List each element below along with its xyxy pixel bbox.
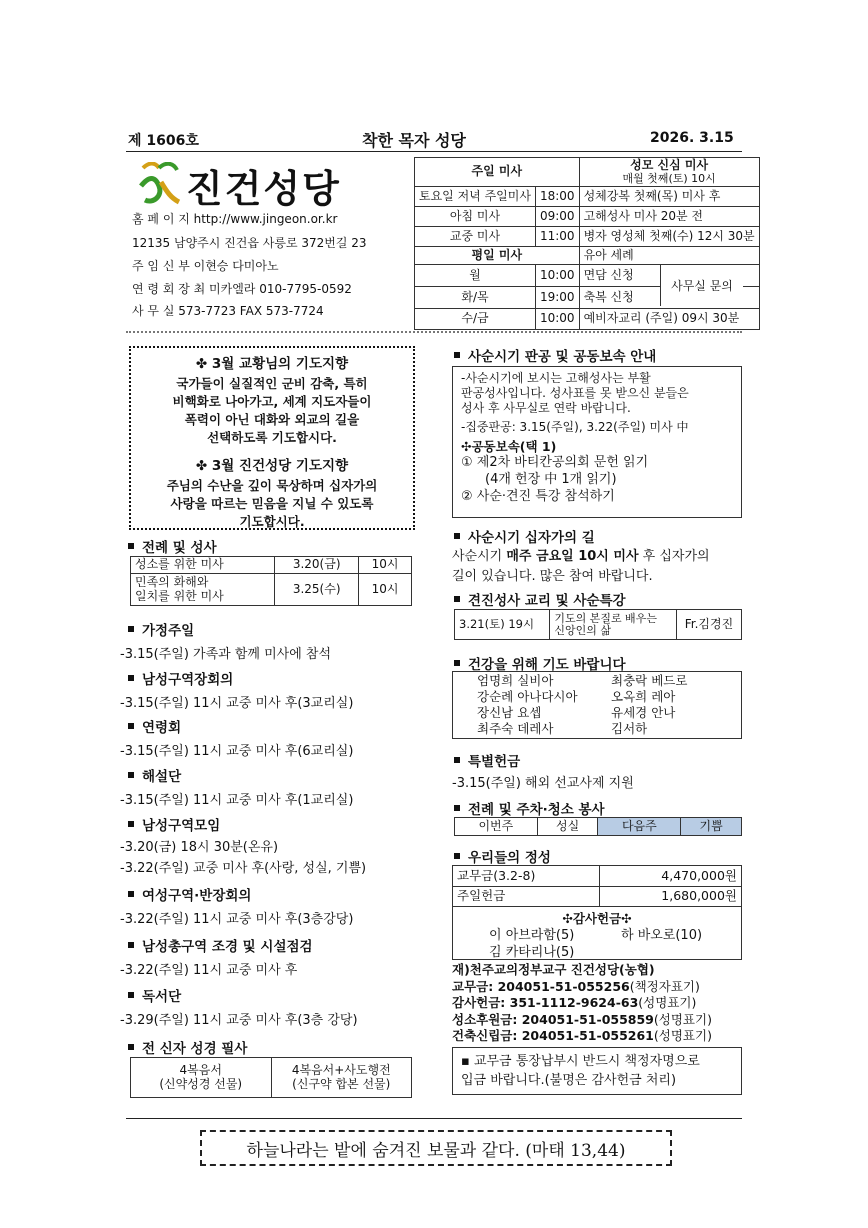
stations-text: 사순시기 bbox=[452, 549, 507, 564]
readers-line: -3.29(주일) 11시 교중 미사 후(3층 강당) bbox=[120, 1013, 358, 1028]
section-confirmation-lecture bbox=[454, 589, 626, 609]
bank-account-number: 351-1112-9624-63 bbox=[509, 995, 639, 1010]
bank-account-line bbox=[452, 995, 712, 1012]
section-health-prayer bbox=[454, 653, 626, 673]
weekday-row-note: 예비자교리 (주일) 09시 30분 bbox=[579, 309, 759, 330]
bank-note: (성명표기) bbox=[653, 1028, 712, 1043]
bank-label: 건축신립금: bbox=[452, 1028, 522, 1043]
liturgy-name-line: 일치를 위한 미사 bbox=[135, 588, 224, 603]
mass-row-name: 교중 미사 bbox=[415, 227, 536, 247]
pope-line: 비핵화로 나아가고, 세계 지도자들이 bbox=[172, 394, 372, 409]
confirmation-lecture-table bbox=[454, 609, 742, 640]
bible-option-title: 4복음서+사도행전 bbox=[291, 1062, 391, 1077]
section-title: 여성구역·반장회의 bbox=[142, 888, 252, 904]
lecture-topic-line: 신앙인의 삶 bbox=[554, 623, 611, 637]
section-title: 남성구역모임 bbox=[142, 818, 221, 834]
lent-line: -집중판공: 3.15(주일), 3.22(주일) 미사 中 bbox=[461, 420, 689, 434]
section-bible-copying bbox=[128, 1037, 247, 1057]
church-logo bbox=[135, 162, 183, 210]
section-family-sunday bbox=[128, 619, 194, 639]
liturgy-name-line: 민족의 화해와 bbox=[135, 574, 209, 589]
section-womens-meeting bbox=[128, 884, 251, 904]
lecture-speaker: Fr.김경진 bbox=[676, 610, 741, 640]
health-name: 최충락 베드로 bbox=[611, 673, 688, 688]
family-line: -3.15(주일) 가족과 함께 미사에 참석 bbox=[120, 647, 332, 662]
health-name: 최주숙 데레사 bbox=[477, 721, 554, 736]
bible-quote: 하늘나라는 밭에 숨겨진 보물과 같다. (마태 13,44) bbox=[200, 1130, 672, 1166]
special-mass-sub: 매월 첫째(토) 10시 bbox=[622, 171, 716, 185]
penance-option-note: (4개 헌장 中 1개 읽기) bbox=[485, 472, 617, 487]
liturgy-table bbox=[130, 556, 412, 606]
prayer-intention-box bbox=[129, 346, 415, 530]
section-title: 연령회 bbox=[142, 720, 182, 736]
mens-meeting-line: -3.22(주일) 교중 미사 후(사랑, 성실, 기쁨) bbox=[120, 861, 367, 876]
issue-number: 제 1606호 bbox=[128, 133, 199, 149]
section-title: 독서단 bbox=[142, 989, 182, 1005]
mass-row-time: 18:00 bbox=[535, 187, 579, 207]
counseling-request: 면담 신청 bbox=[583, 267, 634, 282]
parish-intention-text bbox=[131, 477, 413, 531]
section-title: 사순시기 판공 및 공동보속 안내 bbox=[468, 349, 657, 365]
stations-text: 후 십자가의 bbox=[638, 549, 710, 564]
offering-label: 교무금(3.2-8) bbox=[453, 866, 599, 886]
thanks-offering-title: ✣감사헌금✣ bbox=[562, 910, 632, 926]
bank-note: (책정자표기) bbox=[629, 978, 700, 994]
thanks-offering-row bbox=[453, 927, 741, 944]
homepage: 홈 페 이 지 http://www.jingeon.or.kr bbox=[132, 212, 338, 226]
parish-line: 사랑을 따르는 믿음을 지닐 수 있도록 bbox=[170, 496, 374, 511]
bible-option bbox=[131, 1058, 272, 1098]
service-week-label: 이번주 bbox=[455, 818, 538, 836]
bible-option bbox=[271, 1058, 412, 1098]
payment-notice-box bbox=[452, 1047, 742, 1095]
bank-label: 성소후원금: bbox=[452, 1011, 522, 1027]
bible-option-gift: (신구약 합본 선물) bbox=[292, 1076, 391, 1091]
office-inquiry: 사무실 문의 bbox=[660, 265, 743, 306]
special-mass-label: 성모 신심 미사 bbox=[630, 157, 709, 172]
bank-account-number: 204051-51-055859 bbox=[521, 1011, 654, 1027]
parish-line: 주님의 수난을 깊이 묵상하며 십자가의 bbox=[166, 478, 378, 493]
bible-option-gift: (신약성경 선물) bbox=[159, 1076, 243, 1091]
bank-accounts bbox=[452, 962, 712, 1045]
bank-note: (성명표기) bbox=[653, 1011, 712, 1027]
penance-option: ② 사순·견진 특강 참석하기 bbox=[461, 489, 615, 504]
mens-meeting-line: -3.20(금) 18시 30분(온유) bbox=[120, 840, 279, 855]
section-title: 남성구역장회의 bbox=[142, 672, 234, 688]
offerings-table bbox=[453, 866, 741, 907]
lecture-date: 3.21(토) 19시 bbox=[455, 610, 550, 640]
offerings-box bbox=[452, 865, 742, 960]
payment-notice-line: 입금 바랍니다.(불명은 감사헌금 처리) bbox=[461, 1073, 677, 1088]
special-mass-header bbox=[579, 158, 759, 187]
facility-inspection-line: -3.22(주일) 11시 교중 미사 후 bbox=[120, 963, 298, 978]
pope-intention-title: ✤ 3월 교황님의 기도지향 bbox=[195, 356, 349, 372]
bank-account-number: 204051-51-055261 bbox=[521, 1028, 654, 1043]
section-commentators bbox=[128, 765, 181, 785]
lent-line: -사순시기에 보시는 고해성사는 부활 bbox=[461, 371, 651, 385]
service-table bbox=[454, 817, 742, 836]
section-stations-of-cross bbox=[454, 526, 595, 546]
service-team: 기쁨 bbox=[681, 818, 742, 836]
council-contact: 연 령 회 장 최 미카엘라 010-7795-0592 bbox=[132, 282, 352, 296]
section-title: 남성총구역 조경 및 시설점검 bbox=[142, 939, 313, 955]
lent-confession-box bbox=[452, 366, 742, 518]
section-title: 우리들의 정성 bbox=[468, 850, 551, 866]
section-service bbox=[454, 798, 605, 818]
bank-account-line bbox=[452, 1028, 712, 1045]
bank-account-number: 204051-51-055256 bbox=[497, 978, 630, 994]
issue-date: 2026. 3.15 bbox=[650, 130, 734, 146]
section-facility-inspection bbox=[128, 935, 313, 955]
section-title: 견진성사 교리 및 사순특강 bbox=[468, 593, 626, 609]
weekday-row-time: 10:00 bbox=[535, 265, 579, 287]
section-offerings bbox=[454, 846, 551, 866]
section-title: 전 신자 성경 필사 bbox=[142, 1041, 248, 1057]
section-title: 전례 및 주차·청소 봉사 bbox=[468, 802, 605, 818]
lent-line: 판공성사입니다. 성사표를 못 받으신 분들은 bbox=[461, 386, 689, 400]
section-readers bbox=[128, 985, 181, 1005]
liturgy-date: 3.20(금) bbox=[275, 557, 359, 574]
service-team: 성실 bbox=[537, 818, 598, 836]
stations-line bbox=[452, 545, 710, 564]
parish-intention-title: ✤ 3월 진건성당 기도지향 bbox=[195, 458, 349, 474]
parish-line: 기도합시다. bbox=[239, 514, 305, 529]
stations-line: 길이 있습니다. 많은 참여 바랍니다. bbox=[452, 569, 653, 584]
header-divider bbox=[126, 331, 742, 333]
section-title: 전례 및 성사 bbox=[142, 540, 217, 556]
sunday-mass-header: 주일 미사 bbox=[415, 158, 580, 187]
lecture-topic-line: 기도의 본질로 배우는 bbox=[554, 611, 657, 625]
pope-line: 선택하도록 기도합시다. bbox=[207, 430, 337, 445]
section-lent-confession bbox=[454, 345, 656, 365]
health-name: 엄명희 실비아 bbox=[477, 673, 554, 688]
bank-label: 교무금: bbox=[452, 978, 498, 994]
weekday-row-day: 수/금 bbox=[415, 309, 536, 330]
section-title: 해설단 bbox=[142, 769, 182, 785]
bank-account-line bbox=[452, 1012, 712, 1029]
infant-baptism: 유아 세례 bbox=[579, 247, 759, 265]
offering-amount: 1,680,000원 bbox=[599, 886, 741, 906]
thanks-donor: 이 아브라함(5) bbox=[489, 927, 575, 943]
womens-meeting-line: -3.22(주일) 11시 교중 미사 후(3층강당) bbox=[120, 912, 354, 927]
bank-account-line bbox=[452, 979, 712, 996]
bible-copying-table bbox=[130, 1057, 412, 1098]
liturgy-name bbox=[131, 574, 275, 606]
offering-label: 주일헌금 bbox=[453, 886, 599, 906]
mass-row-note: 병자 영성체 첫째(수) 12시 30분 bbox=[579, 227, 759, 247]
blessing-request: 축복 신청 bbox=[583, 289, 634, 304]
mass-row-time: 09:00 bbox=[535, 207, 579, 227]
header-rule bbox=[126, 151, 742, 152]
offering-amount: 4,470,000원 bbox=[599, 866, 741, 886]
newsletter-title: 착한 목자 성당 bbox=[362, 131, 466, 150]
liturgy-name: 성소를 위한 미사 bbox=[131, 557, 275, 574]
office-contact: 사 무 실 573-7723 FAX 573-7724 bbox=[132, 304, 324, 318]
weekday-row-time: 19:00 bbox=[535, 287, 579, 309]
logo-icon bbox=[135, 162, 183, 206]
pope-line: 폭력이 아닌 대화와 외교의 길을 bbox=[184, 412, 360, 427]
pope-line: 국가들이 실질적인 군비 감축, 특히 bbox=[176, 376, 368, 391]
mass-row-note: 성체강복 첫째(목) 미사 후 bbox=[579, 187, 759, 207]
weekday-row-day: 화/목 bbox=[415, 287, 536, 309]
mass-row-note: 고해성사 미사 20분 전 bbox=[579, 207, 759, 227]
liturgy-time: 10시 bbox=[359, 574, 412, 606]
mass-row-name: 토요일 저녁 주일미사 bbox=[415, 187, 536, 207]
liturgy-time: 10시 bbox=[359, 557, 412, 574]
weekday-row-day: 월 bbox=[415, 265, 536, 287]
payment-notice-line: ▪ 교무금 통장납부시 반드시 책정자명으로 bbox=[461, 1054, 700, 1069]
section-title: 가정주일 bbox=[142, 623, 195, 639]
section-title: 사순시기 십자가의 길 bbox=[468, 530, 595, 546]
health-name: 강순례 아나다시아 bbox=[477, 689, 578, 704]
mass-row-time: 11:00 bbox=[535, 227, 579, 247]
health-name: 김서하 bbox=[611, 721, 648, 736]
mens-leaders-line: -3.15(주일) 11시 교중 미사 후(3교리실) bbox=[120, 696, 354, 711]
penance-title: ✣공동보속(택 1) bbox=[461, 439, 557, 454]
section-mens-leaders bbox=[128, 668, 233, 688]
bank-note: (성명표기) bbox=[638, 995, 697, 1010]
section-title: 특별헌금 bbox=[468, 754, 521, 770]
section-mens-meeting bbox=[128, 814, 220, 834]
section-title: 건강을 위해 기도 바랍니다 bbox=[468, 657, 626, 673]
stations-time: 매주 금요일 10시 미사 bbox=[506, 549, 639, 564]
health-prayer-box bbox=[452, 671, 742, 739]
section-special-offering bbox=[454, 750, 520, 770]
weekday-row-time: 10:00 bbox=[535, 309, 579, 330]
service-week-label: 다음주 bbox=[598, 818, 681, 836]
bank-title: 재)천주교의정부교구 진건성당(농협) bbox=[452, 962, 655, 977]
section-liturgy bbox=[128, 536, 217, 556]
section-funeral-society bbox=[128, 716, 181, 736]
mass-row-name: 아침 미사 bbox=[415, 207, 536, 227]
commentators-line: -3.15(주일) 11시 교중 미사 후(1교리실) bbox=[120, 793, 354, 808]
penance-option: ① 제2차 바티칸공의회 문헌 읽기 bbox=[461, 455, 649, 470]
pastor: 주 임 신 부 이현승 다미아노 bbox=[132, 259, 279, 273]
liturgy-date: 3.25(수) bbox=[275, 574, 359, 606]
health-names-col1 bbox=[477, 673, 611, 737]
weekday-mass-header: 평일 미사 bbox=[415, 247, 580, 265]
bible-option-title: 4복음서 bbox=[179, 1062, 222, 1077]
health-name: 장신남 요셉 bbox=[477, 705, 542, 720]
health-name: 오옥희 레아 bbox=[611, 689, 676, 704]
church-name: 진건성당 bbox=[186, 166, 341, 211]
thanks-donor: 김 카타리나(5) bbox=[489, 944, 575, 960]
health-name: 유세경 안나 bbox=[611, 705, 676, 720]
special-offering-line: -3.15(주일) 해외 선교사제 지원 bbox=[452, 776, 634, 791]
health-names-col2 bbox=[611, 673, 687, 737]
address: 12135 남양주시 진건읍 사릉로 372번길 23 bbox=[132, 236, 367, 250]
pope-intention-text bbox=[131, 375, 413, 447]
lent-line: 성사 후 사무실로 연락 바랍니다. bbox=[461, 401, 631, 415]
lecture-topic bbox=[550, 610, 677, 640]
funeral-society-line: -3.15(주일) 11시 교중 미사 후(6교리실) bbox=[120, 744, 354, 759]
footer-rule bbox=[126, 1118, 742, 1119]
bank-label: 감사헌금: bbox=[452, 995, 510, 1010]
thanks-donor: 하 바오로(10) bbox=[621, 927, 703, 943]
